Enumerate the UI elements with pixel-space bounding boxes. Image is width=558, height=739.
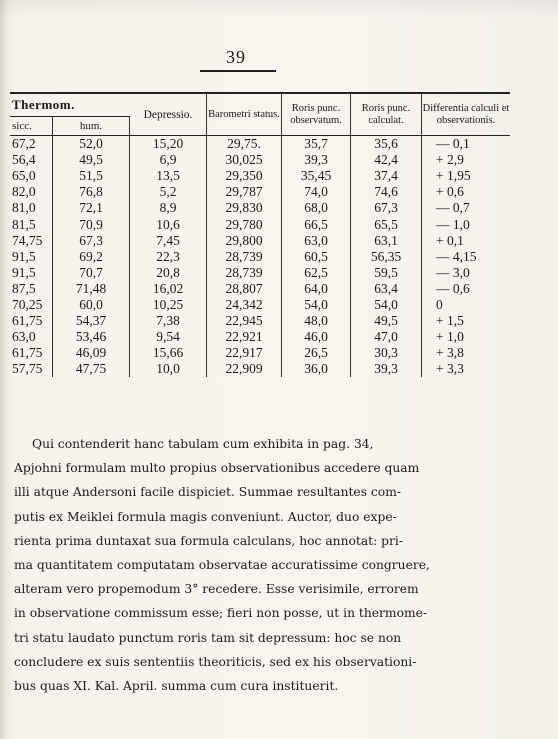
table-row bbox=[10, 281, 510, 297]
cell-roris-calculat: 47,0 bbox=[351, 329, 422, 345]
cell-depressio: 10,6 bbox=[130, 216, 207, 232]
cell-sicc: 91,5 bbox=[10, 265, 53, 281]
header-differentia: Differentia calculi et observationis. bbox=[422, 93, 511, 136]
cell-sicc: 81,5 bbox=[10, 216, 53, 232]
passage-line: Apjohni formulam multo propius observationibus accedere quam bbox=[14, 461, 420, 476]
cell-hum: 72,1 bbox=[53, 200, 130, 216]
cell-differentia: + 1,5 bbox=[436, 313, 464, 329]
cell-roris-calculat: 63,4 bbox=[351, 281, 422, 297]
cell-roris-calculat: 37,4 bbox=[351, 168, 422, 184]
table-row bbox=[10, 249, 510, 265]
cell-depressio: 15,20 bbox=[130, 136, 207, 153]
cell-hum: 49,5 bbox=[53, 152, 130, 168]
cell-differentia: + 3,8 bbox=[436, 345, 464, 361]
passage-line: putis ex Meiklei formula magis conveniunt. Auctor, duo expe- bbox=[14, 509, 397, 524]
cell-sicc: 61,75 bbox=[10, 345, 53, 361]
passage-line: tri statu laudato punctum roris tam sit depressum: hoc se non bbox=[14, 630, 402, 645]
cell-roris-calculat: 63,1 bbox=[351, 233, 422, 249]
cell-roris-observatum: 39,3 bbox=[282, 152, 351, 168]
cell-roris-calculat: 30,3 bbox=[351, 345, 422, 361]
cell-sicc: 74,75 bbox=[10, 233, 53, 249]
cell-sicc: 70,25 bbox=[10, 297, 53, 313]
table-row bbox=[10, 184, 510, 200]
table-row bbox=[10, 136, 510, 153]
cell-differentia: 0 bbox=[436, 296, 443, 312]
cell-sicc: 91,5 bbox=[10, 249, 53, 265]
header-hum: hum. bbox=[53, 117, 130, 136]
cell-roris-observatum: 48,0 bbox=[282, 313, 351, 329]
cell-roris-calculat: 59,5 bbox=[351, 265, 422, 281]
cell-differentia: + 3,3 bbox=[436, 361, 464, 377]
cell-roris-calculat: 49,5 bbox=[351, 313, 422, 329]
cell-hum: 52,0 bbox=[53, 136, 130, 153]
cell-roris-observatum: 62,5 bbox=[282, 265, 351, 281]
cell-barometri: 24,342 bbox=[207, 297, 282, 313]
cell-barometri: 29,350 bbox=[207, 168, 282, 184]
cell-depressio: 16,02 bbox=[130, 281, 207, 297]
header-roris-observatum: Roris punc. observatum. bbox=[282, 93, 351, 136]
cell-roris-calculat: 42,4 bbox=[351, 152, 422, 168]
cell-barometri: 28,739 bbox=[207, 249, 282, 265]
cell-depressio: 8,9 bbox=[130, 200, 207, 216]
header-roris-calculat: Roris punc. calculat. bbox=[351, 93, 422, 136]
table-row bbox=[10, 233, 510, 249]
cell-hum: 54,37 bbox=[53, 313, 130, 329]
cell-depressio: 20,8 bbox=[130, 265, 207, 281]
passage-line: ma quantitatem computatam observatae accuratissime congruere, bbox=[14, 558, 430, 573]
cell-hum: 70,9 bbox=[53, 216, 130, 232]
cell-depressio: 7,38 bbox=[130, 313, 207, 329]
cell-differentia: + 0,1 bbox=[436, 232, 464, 248]
table-row bbox=[10, 313, 510, 329]
cell-barometri: 22,921 bbox=[207, 329, 282, 345]
passage-line: alteram vero propemodum 3° recedere. Esse verisimile, errorem bbox=[14, 582, 419, 597]
cell-roris-observatum: 46,0 bbox=[282, 329, 351, 345]
cell-depressio: 13,5 bbox=[130, 168, 207, 184]
cell-roris-observatum: 35,45 bbox=[282, 168, 351, 184]
cell-differentia: + 2,9 bbox=[436, 152, 464, 168]
cell-sicc: 57,75 bbox=[10, 361, 53, 377]
cell-sicc: 87,5 bbox=[10, 281, 53, 297]
table-row bbox=[10, 329, 510, 345]
cell-roris-calculat: 39,3 bbox=[351, 361, 422, 377]
table-row bbox=[10, 200, 510, 216]
cell-hum: 51,5 bbox=[53, 168, 130, 184]
cell-roris-calculat: 67,3 bbox=[351, 200, 422, 216]
cell-sicc: 63,0 bbox=[10, 329, 53, 345]
cell-differentia: + 1,0 bbox=[436, 329, 464, 345]
passage-line: bus quas XI. Kal. April. summa cum cura instituerit. bbox=[14, 679, 339, 694]
cell-barometri: 29,75. bbox=[207, 136, 282, 153]
header-barometri: Barometri status. bbox=[207, 93, 282, 136]
cell-depressio: 15,66 bbox=[130, 345, 207, 361]
cell-barometri: 28,739 bbox=[207, 265, 282, 281]
cell-depressio: 5,2 bbox=[130, 184, 207, 200]
cell-differentia: — 3,0 bbox=[436, 264, 470, 280]
cell-differentia: — 0,7 bbox=[436, 200, 470, 216]
cell-roris-calculat: 35,6 bbox=[351, 136, 422, 153]
cell-barometri: 22,909 bbox=[207, 361, 282, 377]
cell-barometri: 29,830 bbox=[207, 200, 282, 216]
cell-sicc: 67,2 bbox=[10, 136, 53, 153]
cell-hum: 70,7 bbox=[53, 265, 130, 281]
header-rule bbox=[200, 70, 276, 72]
cell-hum: 76,8 bbox=[53, 184, 130, 200]
cell-roris-observatum: 63,0 bbox=[282, 233, 351, 249]
cell-roris-calculat: 54,0 bbox=[351, 297, 422, 313]
cell-depressio: 6,9 bbox=[130, 152, 207, 168]
cell-sicc: 82,0 bbox=[10, 184, 53, 200]
header-thermom: Thermom. bbox=[10, 93, 130, 117]
cell-hum: 69,2 bbox=[53, 249, 130, 265]
cell-roris-observatum: 35,7 bbox=[282, 136, 351, 153]
table-row bbox=[10, 345, 510, 361]
observations-table bbox=[10, 92, 510, 377]
table-row bbox=[10, 361, 510, 377]
cell-depressio: 22,3 bbox=[130, 249, 207, 265]
cell-roris-observatum: 26,5 bbox=[282, 345, 351, 361]
cell-sicc: 61,75 bbox=[10, 313, 53, 329]
passage-line: concludere ex suis sententiis theoriticis, sed ex his observationi- bbox=[14, 654, 417, 669]
cell-barometri: 29,780 bbox=[207, 216, 282, 232]
cell-hum: 60,0 bbox=[53, 297, 130, 313]
cell-differentia: — 1,0 bbox=[436, 216, 470, 232]
header-sicc: sicc. bbox=[10, 117, 53, 136]
cell-barometri: 22,917 bbox=[207, 345, 282, 361]
cell-roris-observatum: 36,0 bbox=[282, 361, 351, 377]
cell-barometri: 22,945 bbox=[207, 313, 282, 329]
body-passage bbox=[14, 432, 554, 698]
table-row bbox=[10, 297, 510, 313]
cell-roris-observatum: 64,0 bbox=[282, 281, 351, 297]
passage-line: in observatione commissum esse; fieri non posse, ut in thermome- bbox=[14, 606, 428, 621]
cell-depressio: 10,0 bbox=[130, 361, 207, 377]
table-body bbox=[10, 136, 510, 378]
cell-roris-observatum: 54,0 bbox=[282, 297, 351, 313]
cell-sicc: 81,0 bbox=[10, 200, 53, 216]
cell-hum: 71,48 bbox=[53, 281, 130, 297]
cell-depressio: 9,54 bbox=[130, 329, 207, 345]
cell-roris-observatum: 66,5 bbox=[282, 216, 351, 232]
cell-roris-calculat: 65,5 bbox=[351, 216, 422, 232]
table-row bbox=[10, 152, 510, 168]
page-shadow bbox=[0, 0, 558, 18]
table-row bbox=[10, 168, 510, 184]
cell-roris-observatum: 74,0 bbox=[282, 184, 351, 200]
cell-differentia: — 0,1 bbox=[436, 136, 470, 152]
cell-roris-observatum: 68,0 bbox=[282, 200, 351, 216]
passage-line: rienta prima duntaxat sua formula calculans, hoc annotat: pri- bbox=[14, 533, 403, 548]
cell-roris-calculat: 74,6 bbox=[351, 184, 422, 200]
table-row bbox=[10, 216, 510, 232]
cell-hum: 67,3 bbox=[53, 233, 130, 249]
cell-hum: 46,09 bbox=[53, 345, 130, 361]
cell-differentia: + 1,95 bbox=[436, 168, 471, 184]
cell-barometri: 30,025 bbox=[207, 152, 282, 168]
cell-barometri: 29,800 bbox=[207, 233, 282, 249]
cell-sicc: 56,4 bbox=[10, 152, 53, 168]
page-number: 39 bbox=[226, 47, 246, 67]
cell-barometri: 29,787 bbox=[207, 184, 282, 200]
cell-roris-calculat: 56,35 bbox=[351, 249, 422, 265]
passage-line: Qui contenderit hanc tabulam cum exhibita in pag. 34, bbox=[32, 437, 374, 451]
cell-hum: 53,46 bbox=[53, 329, 130, 345]
cell-hum: 47,75 bbox=[53, 361, 130, 377]
cell-barometri: 28,807 bbox=[207, 281, 282, 297]
cell-differentia: + 0,6 bbox=[436, 184, 464, 200]
cell-depressio: 10,25 bbox=[130, 297, 207, 313]
cell-differentia: — 0,6 bbox=[436, 280, 470, 296]
passage-line: illi atque Andersoni facile dispiciet. Summae resultantes com- bbox=[14, 485, 402, 500]
cell-sicc: 65,0 bbox=[10, 168, 53, 184]
cell-roris-observatum: 60,5 bbox=[282, 249, 351, 265]
header-depressio: Depressio. bbox=[130, 93, 207, 136]
table-row bbox=[10, 265, 510, 281]
cell-differentia: — 4,15 bbox=[436, 248, 477, 264]
cell-depressio: 7,45 bbox=[130, 233, 207, 249]
